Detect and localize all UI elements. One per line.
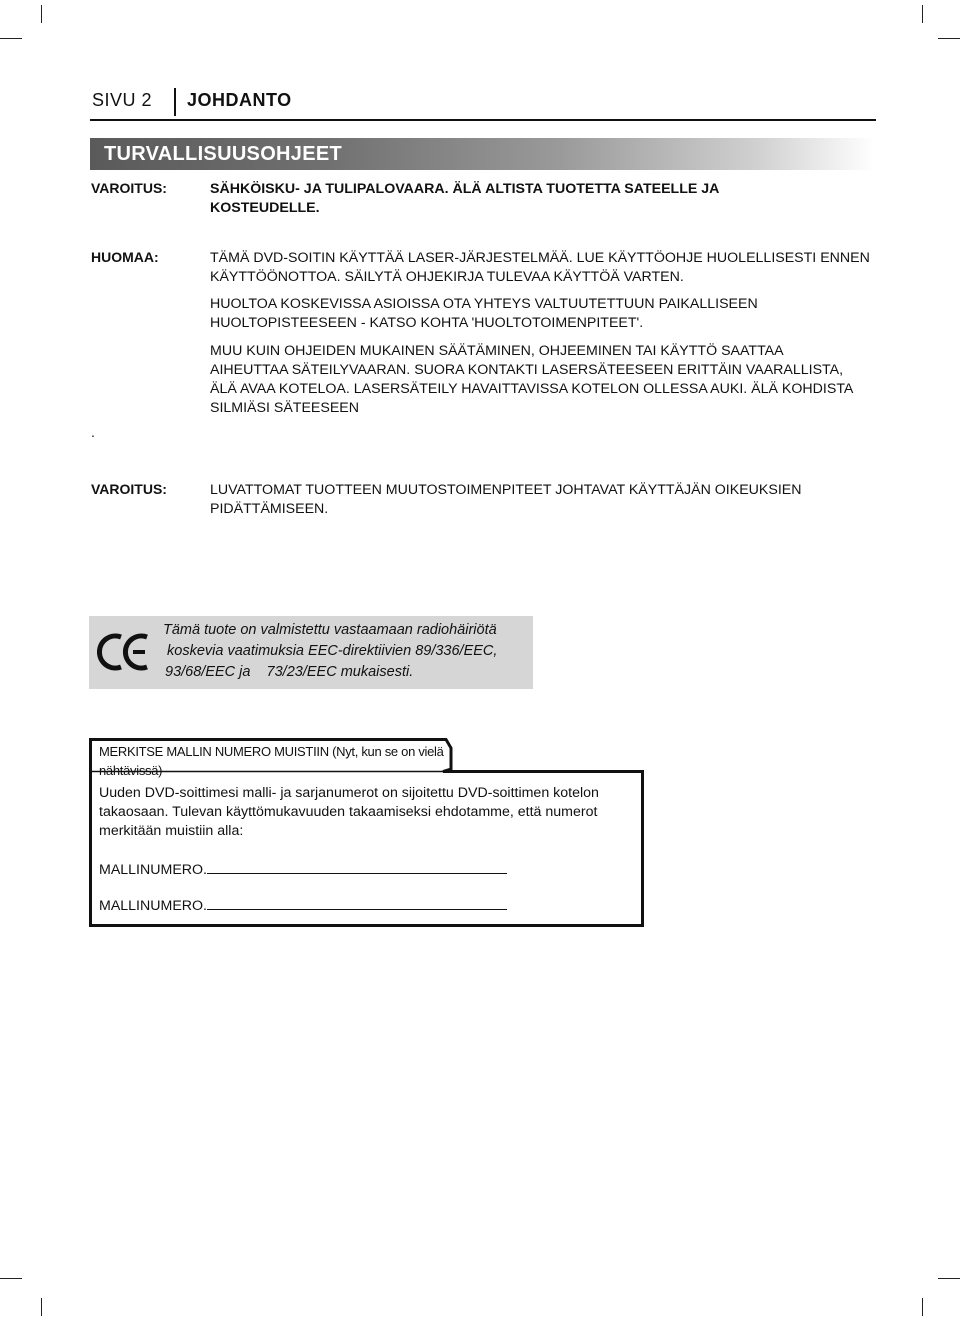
warning-label: VAROITUS: xyxy=(91,180,167,196)
stray-dot: . xyxy=(91,424,95,440)
crop-mark xyxy=(41,5,42,23)
header-divider xyxy=(174,88,176,116)
ce-notice xyxy=(89,616,533,689)
crop-mark xyxy=(922,1298,923,1316)
page-number: SIVU 2 xyxy=(92,90,153,110)
section-title: JOHDANTO xyxy=(187,90,292,110)
model-number-field xyxy=(99,859,507,878)
form-instructions: Uuden DVD-soittimesi malli- ja sarjanumerot on sijoitettu DVD-soittimen kotelon takaosaan. Tulevan käyttömukavuuden takaamiseksi ehdotamme, että numerot merkitään muistiin alla: xyxy=(99,785,599,839)
form-title: MERKITSE MALLIN NUMERO MUISTIIN (Nyt, kun se on vielä nähtävissä) xyxy=(99,744,444,778)
ce-line: koskevia vaatimuksia EEC-direktiivien 89/336/EEC, xyxy=(167,643,498,659)
section-banner xyxy=(90,138,874,170)
note-paragraph: MUU KUIN OHJEIDEN MUKAINEN SÄÄTÄMINEN, OHJEEMINEN TAI KÄYTTÖ SAATTAA AIHEUTTAA SÄTEILYVAARAN. SUORA KONTAKTI LASERSÄTEESEEN ERITTÄIN VAARALLISTA, ÄLÄ AVAA KOTELOA. LASERSÄTEILY HAVAITTAVISSA KOTELON OLLESSA AUKI. ÄLÄ KOHDISTA SILMIÄSI SÄTEESEEN xyxy=(210,343,853,416)
note-paragraph: TÄMÄ DVD-SOITIN KÄYTTÄÄ LASER-JÄRJESTELMÄÄ. LUE KÄYTTÖOHJE HUOLELLISESTI ENNEN KÄYTTÖÖNOTTOA. SÄILYTÄ OHJEKIRJA TULEVAA KÄYTTÖÄ VARTEN. xyxy=(210,250,870,285)
banner-title: TURVALLISUUSOHJEET xyxy=(104,143,343,165)
model-number-line[interactable] xyxy=(207,859,507,874)
model-number-field xyxy=(99,895,507,914)
crop-mark xyxy=(922,5,923,23)
warning-text: LUVATTOMAT TUOTTEEN MUUTOSTOIMENPITEET JOHTAVAT KÄYTTÄJÄN OIKEUKSIEN PIDÄTTÄMISEEN. xyxy=(210,482,802,517)
crop-mark xyxy=(0,1278,22,1279)
note-label: HUOMAA: xyxy=(91,249,159,265)
crop-mark xyxy=(0,38,22,39)
model-number-form xyxy=(89,738,644,927)
model-number-line[interactable] xyxy=(207,895,507,910)
field-label: MALLINUMERO. xyxy=(99,898,207,914)
crop-mark xyxy=(938,38,960,39)
crop-mark xyxy=(938,1278,960,1279)
crop-mark xyxy=(41,1298,42,1316)
field-label: MALLINUMERO. xyxy=(99,862,207,878)
ce-mark-icon xyxy=(97,631,151,673)
ce-line: Tämä tuote on valmistettu vastaamaan radiohäiriötä xyxy=(163,622,497,638)
header-rule xyxy=(90,119,876,121)
ce-text xyxy=(163,620,528,683)
note-paragraph: HUOLTOA KOSKEVISSA ASIOISSA OTA YHTEYS VALTUUTETTUUN PAIKALLISEEN HUOLTOPISTEESEEN - KATSO KOHTA 'HUOLTOTOIMENPITEET'. xyxy=(210,296,758,331)
ce-line: 93/68/EEC ja 73/23/EEC mukaisesti. xyxy=(165,664,414,680)
warning-text: SÄHKÖISKU- JA TULIPALOVAARA. ÄLÄ ALTISTA TUOTETTA SATEELLE JA KOSTEUDELLE. xyxy=(210,181,719,216)
warning-label: VAROITUS: xyxy=(91,481,167,497)
